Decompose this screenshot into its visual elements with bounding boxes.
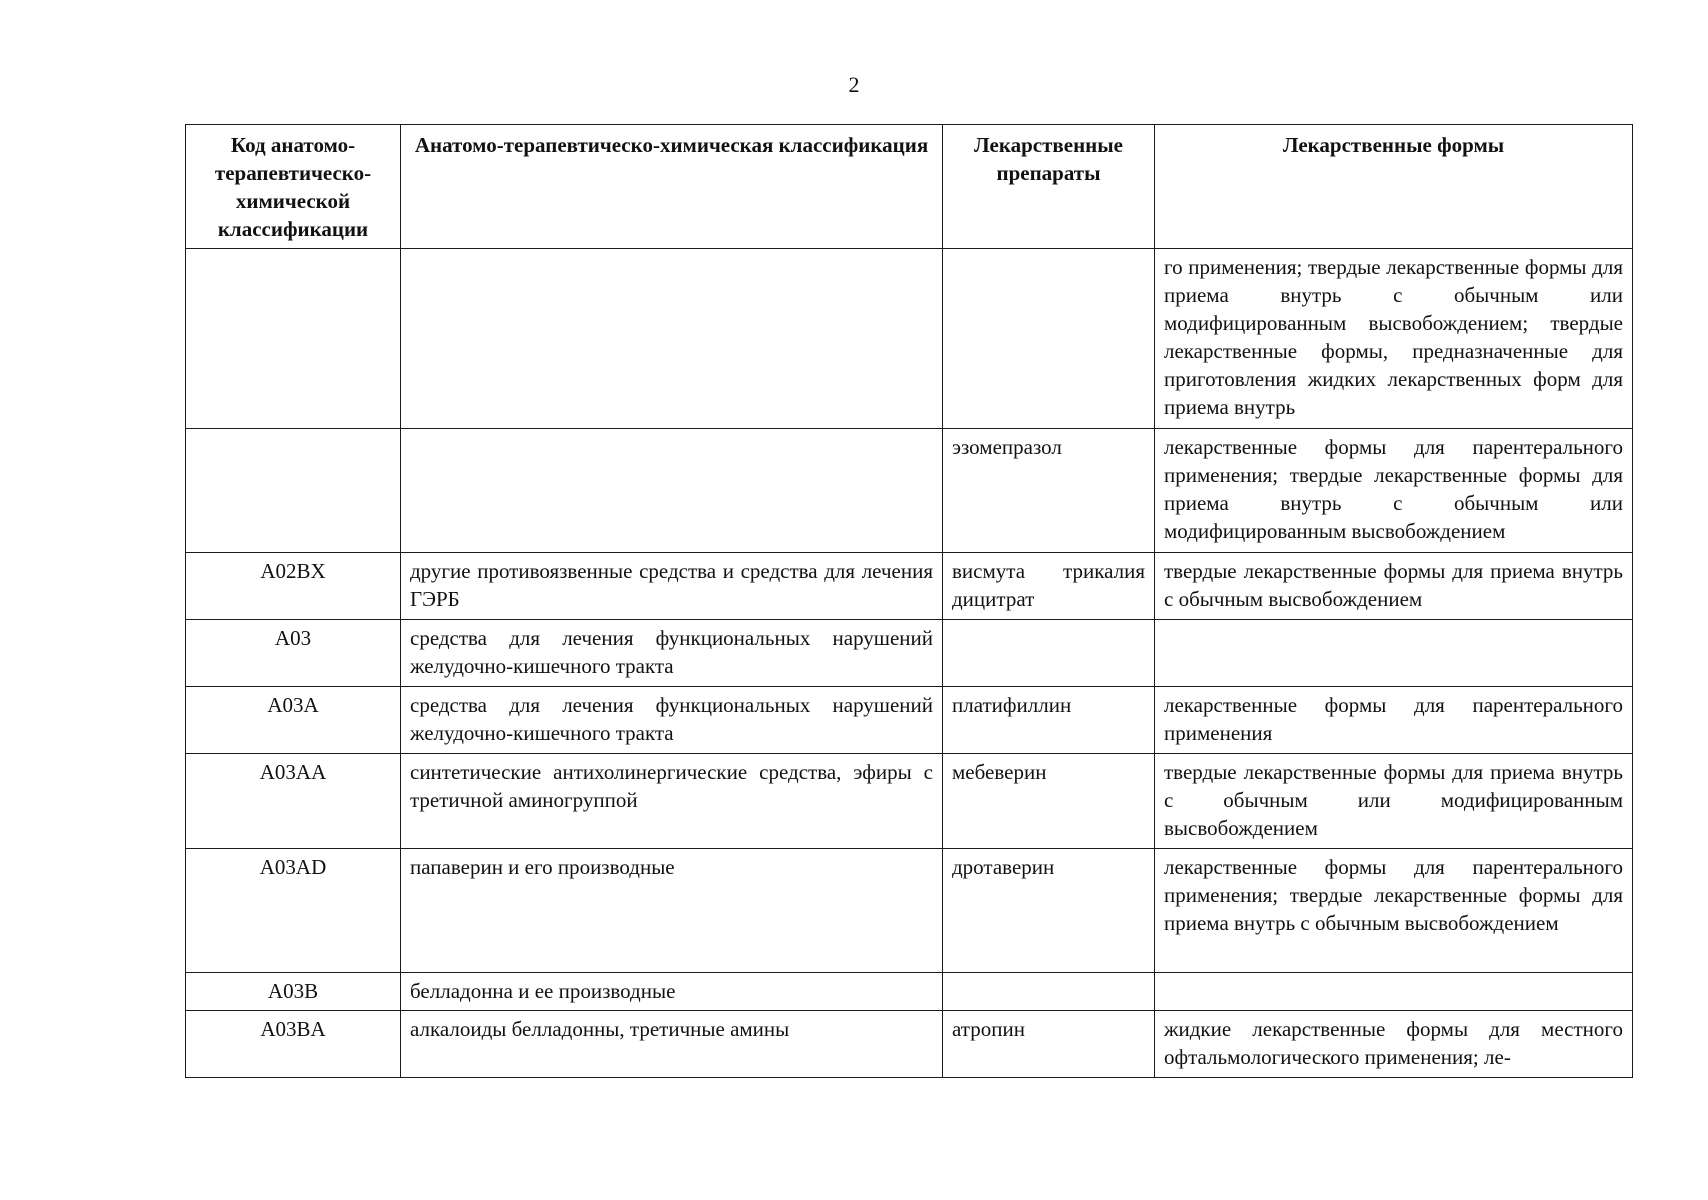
header-code: Код анатомо-терапевтическо-химической классификации xyxy=(186,125,401,249)
header-forms: Лекарственные формы xyxy=(1155,125,1633,249)
table-row xyxy=(186,429,1633,553)
cell-drug xyxy=(943,249,1155,429)
cell-code: A03A xyxy=(186,687,401,754)
table-row xyxy=(186,973,1633,1011)
table-row xyxy=(186,553,1633,620)
table-row xyxy=(186,754,1633,849)
cell-classification xyxy=(401,429,943,553)
cell-forms: го применения; твердые лекарственные формы для приема внутрь с обычным или модифицированным высвобождением; твердые лекарственные формы, предназначенные для приготовления жидких лекарственных форм для приема внутрь xyxy=(1155,249,1633,429)
cell-code: A03B xyxy=(186,973,401,1011)
cell-forms: лекарственные формы для парентерального применения; твердые лекарственные формы для приема внутрь с обычным высвобождением xyxy=(1155,849,1633,973)
table-row xyxy=(186,1011,1633,1078)
cell-code xyxy=(186,429,401,553)
cell-forms: лекарственные формы для парентерального применения xyxy=(1155,687,1633,754)
atc-classification-table xyxy=(185,124,1633,1078)
cell-classification: средства для лечения функциональных нарушений желудочно-кишечного тракта xyxy=(401,620,943,687)
table-row xyxy=(186,849,1633,973)
page-number: 2 xyxy=(848,72,860,97)
cell-drug: эзомепразол xyxy=(943,429,1155,553)
cell-drug: мебеверин xyxy=(943,754,1155,849)
cell-classification: средства для лечения функциональных нарушений желудочно-кишечного тракта xyxy=(401,687,943,754)
table-row xyxy=(186,620,1633,687)
cell-drug: платифиллин xyxy=(943,687,1155,754)
cell-forms: лекарственные формы для парентерального применения; твердые лекарственные формы для приема внутрь с обычным или модифицированным высвобождением xyxy=(1155,429,1633,553)
cell-code: A02BX xyxy=(186,553,401,620)
cell-forms xyxy=(1155,620,1633,687)
cell-forms: твердые лекарственные формы для приема внутрь с обычным или модифицированным высвобождением xyxy=(1155,754,1633,849)
cell-classification: синтетические антихолинергические средства, эфиры с третичной аминогруппой xyxy=(401,754,943,849)
cell-code: A03BA xyxy=(186,1011,401,1078)
cell-drug: дротаверин xyxy=(943,849,1155,973)
cell-drug xyxy=(943,620,1155,687)
cell-forms: жидкие лекарственные формы для местного офтальмологического применения; ле- xyxy=(1155,1011,1633,1078)
cell-drug: атропин xyxy=(943,1011,1155,1078)
cell-drug xyxy=(943,973,1155,1011)
cell-drug: висмута трикалия дицитрат xyxy=(943,553,1155,620)
table-row xyxy=(186,687,1633,754)
cell-code: A03AD xyxy=(186,849,401,973)
cell-classification xyxy=(401,249,943,429)
cell-classification: алкалоиды белладонны, третичные амины xyxy=(401,1011,943,1078)
cell-code: A03 xyxy=(186,620,401,687)
header-classification: Анатомо-терапевтическо-химическая классификация xyxy=(401,125,943,249)
cell-classification: другие противоязвенные средства и средства для лечения ГЭРБ xyxy=(401,553,943,620)
cell-forms: твердые лекарственные формы для приема внутрь с обычным высвобождением xyxy=(1155,553,1633,620)
cell-code xyxy=(186,249,401,429)
cell-classification: белладонна и ее производные xyxy=(401,973,943,1011)
table-row xyxy=(186,249,1633,429)
table-header-row xyxy=(186,125,1633,249)
header-drugs: Лекарственные препараты xyxy=(943,125,1155,249)
cell-forms xyxy=(1155,973,1633,1011)
cell-classification: папаверин и его производные xyxy=(401,849,943,973)
cell-code: A03AA xyxy=(186,754,401,849)
